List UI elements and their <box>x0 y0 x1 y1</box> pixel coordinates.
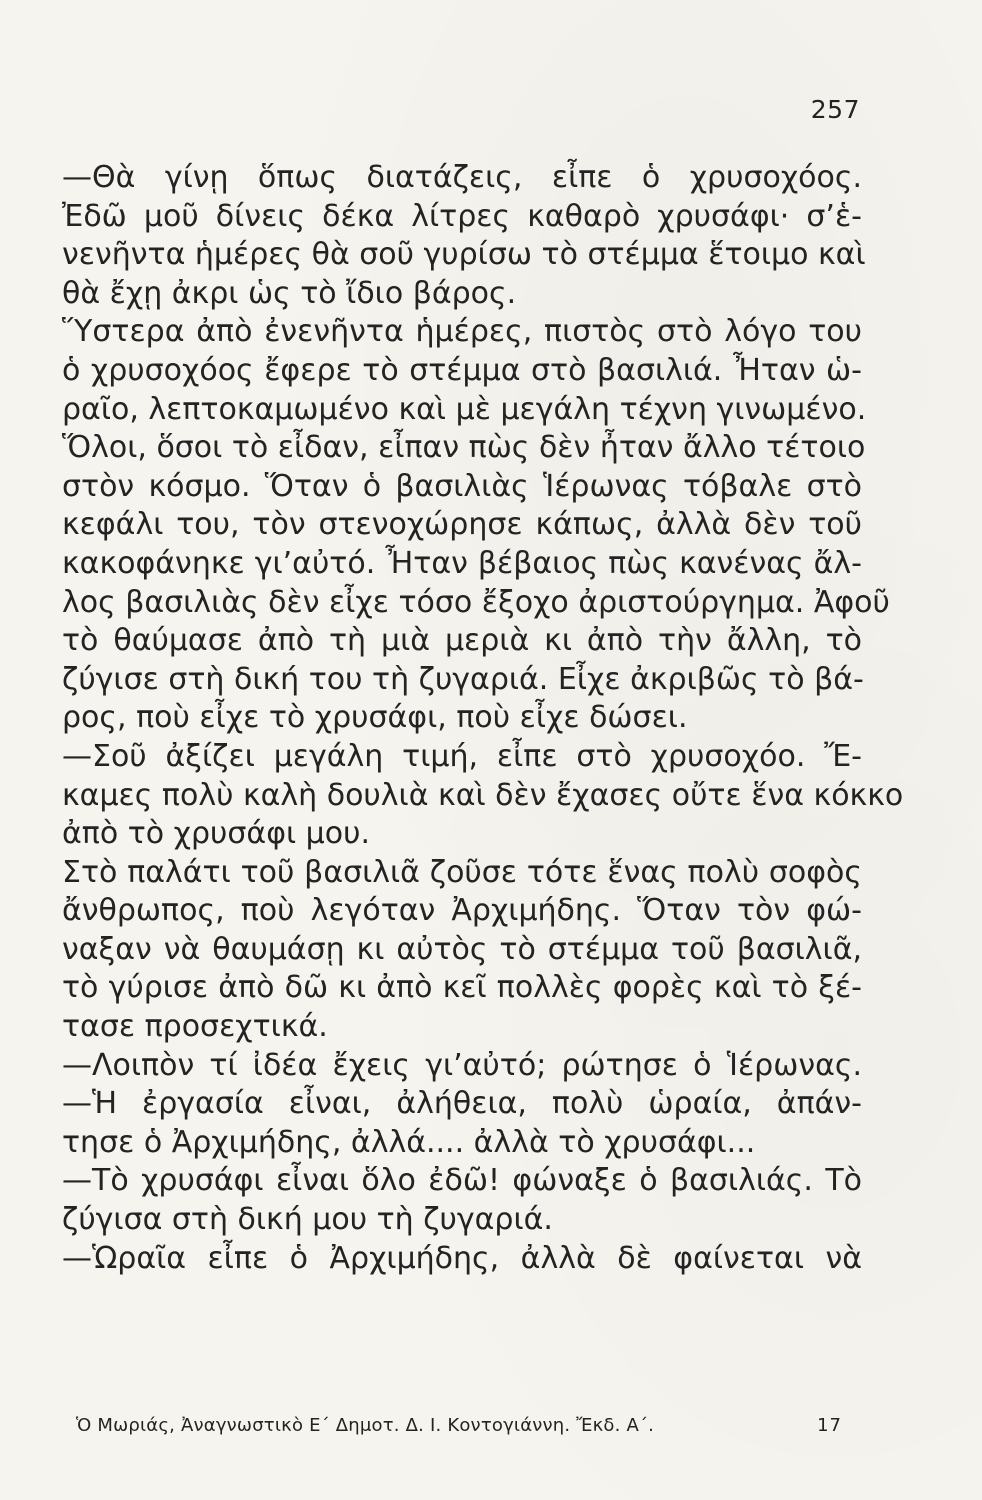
body-text <box>62 159 904 1278</box>
page-number: 257 <box>810 95 860 124</box>
text-line: ναξαν νὰ θαυμάσῃ κι αὐτὸς τὸ στέμμα τοῦ βασιλιᾶ, <box>62 931 862 967</box>
footer-signature: 17 <box>817 1415 842 1436</box>
page-footer <box>76 1414 846 1438</box>
text-line: τασε προσεχτικά. <box>62 1009 328 1045</box>
text-line: —Τὸ χρυσάφι εἶναι ὅλο ἐδῶ! φώναξε ὁ βασιλιάς. Τὸ <box>62 1163 862 1199</box>
text-line: —Ἡ ἐργασία εἶναι, ἀλήθεια, πολὺ ὡραία, ἀπάν- <box>62 1086 862 1122</box>
text-line: Ὕστερα ἀπὸ ἐνενῆντα ἡμέρες, πιστὸς στὸ λόγο του <box>62 314 862 350</box>
text-line: Ὅλοι, ὅσοι τὸ εἶδαν, εἶπαν πὼς δὲν ἦταν ἄλλο τέτοιο <box>62 430 866 466</box>
text-line: κεφάλι του, τὸν στενοχώρησε κάπως, ἀλλὰ δὲν τοῦ <box>62 507 862 543</box>
text-line: ζύγισα στὴ δική μου τὴ ζυγαριά. <box>62 1202 553 1238</box>
text-line: θὰ ἔχῃ ἀκρι ὡς τὸ ἴδιο βάρος. <box>62 275 517 311</box>
text-line: νενῆντα ἡμέρες θὰ σοῦ γυρίσω τὸ στέμμα ἕτοιμο καὶ <box>62 237 866 273</box>
text-line: —Ὡραῖα εἶπε ὁ Ἀρχιμήδης, ἀλλὰ δὲ φαίνεται νὰ <box>62 1240 862 1276</box>
text-line: ἄνθρωπος, ποὺ λεγόταν Ἀρχιμήδης. Ὅταν τὸν φώ- <box>62 893 862 929</box>
text-line: Στὸ παλάτι τοῦ βασιλιᾶ ζοῦσε τότε ἕνας πολὺ σοφὸς <box>62 854 862 890</box>
text-line: ἀπὸ τὸ χρυσάφι μου. <box>62 816 371 852</box>
text-line: —Λοιπὸν τί ἰδέα ἔχεις γι’αὐτό; ρώτησε ὁ Ἱέρωνας. <box>62 1047 862 1083</box>
text-line: καμες πολὺ καλὴ δουλιὰ καὶ δὲν ἔχασες οὔτε ἕνα κόκκο <box>62 777 904 813</box>
text-line: Ἐδῶ μοῦ δίνεις δέκα λίτρες καθαρὸ χρυσάφι· σ’ἑ- <box>62 198 862 234</box>
text-line: ζύγισε στὴ δική του τὴ ζυγαριά. Εἶχε ἀκριβῶς τὸ βά- <box>62 661 864 697</box>
text-line: ρος, ποὺ εἶχε τὸ χρυσάφι, ποὺ εἶχε δώσει. <box>62 700 688 736</box>
text-line: —Θὰ γίνῃ ὅπως διατάζεις, εἶπε ὁ χρυσοχόος. <box>62 160 862 195</box>
text-line: τὸ θαύμασε ἀπὸ τὴ μιὰ μεριὰ κι ἀπὸ τὴν ἄλλη, τὸ <box>62 623 862 659</box>
text-line: λος βασιλιὰς δὲν εἶχε τόσο ἔξοχο ἀριστούργημα. Ἀφοῦ <box>62 584 890 620</box>
text-line: —Σοῦ ἀξίζει μεγάλη τιμή, εἶπε στὸ χρυσοχόο. Ἔ- <box>62 738 862 774</box>
text-line: τὸ γύρισε ἀπὸ δῶ κι ἀπὸ κεῖ πολλὲς φορὲς καὶ τὸ ξέ- <box>62 970 862 1006</box>
text-line: ραῖο, λεπτοκαμωμένο καὶ μὲ μεγάλη τέχνη γινωμένο. <box>62 391 867 427</box>
footer-credit: Ὁ Μωριάς, Ἀναγνωστικὸ Ε΄ Δημοτ. Δ. Ι. Κοντογιάννη. Ἔκδ. Α΄. <box>76 1415 655 1436</box>
text-line: τησε ὁ Ἀρχιμήδης, ἀλλά.... ἀλλὰ τὸ χρυσάφι... <box>62 1124 756 1160</box>
text-line: ὁ χρυσοχόος ἔφερε τὸ στέμμα στὸ βασιλιά. Ἦταν ὡ- <box>62 352 862 388</box>
text-line: κακοφάνηκε γι’αὐτό. Ἦταν βέβαιος πὼς κανένας ἄλ- <box>62 545 862 581</box>
text-line: στὸν κόσμο. Ὅταν ὁ βασιλιὰς Ἱέρωνας τόβαλε στὸ <box>62 468 862 504</box>
